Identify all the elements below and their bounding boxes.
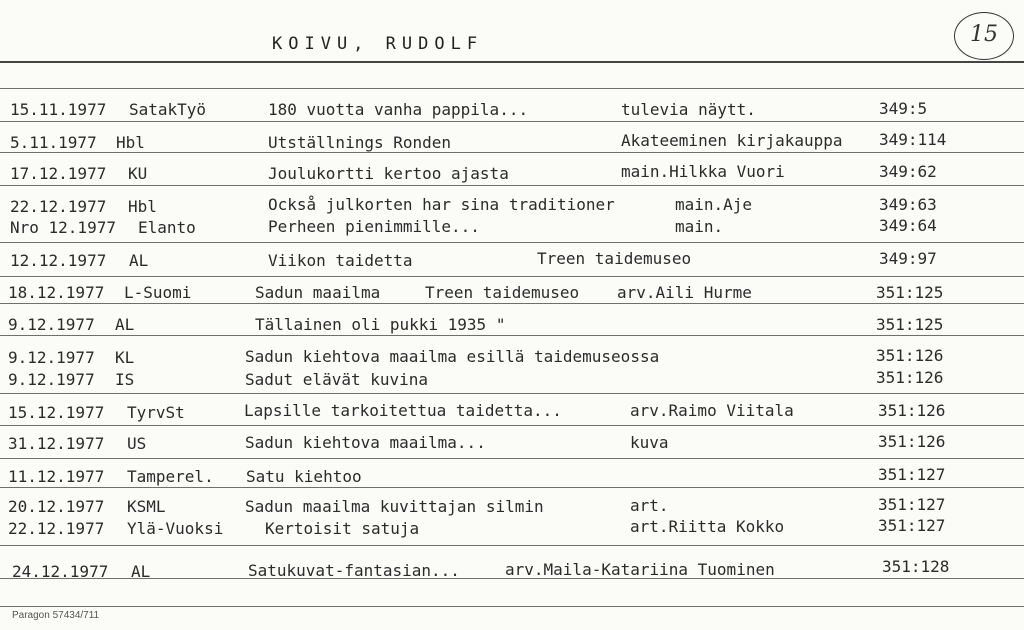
entry-note: main.Hilkka Vuori xyxy=(621,162,785,181)
entry-ref: 351:126 xyxy=(878,432,946,451)
entry-note: tulevia näytt. xyxy=(621,100,756,119)
rule-line xyxy=(0,335,1024,336)
entry-date: 5.11.1977 xyxy=(10,133,97,152)
entry-ref: 351:126 xyxy=(876,346,944,365)
entry-ref: 351:127 xyxy=(878,465,946,484)
entry-ref: 351:126 xyxy=(878,401,946,420)
entry-date: 18.12.1977 xyxy=(8,283,105,302)
entry-source: KSML xyxy=(127,497,166,516)
rule-line xyxy=(0,487,1024,488)
entry-note: arv.Raimo Viitala xyxy=(630,401,794,420)
entry-ref: 349:62 xyxy=(879,162,937,181)
entry-date: 24.12.1977 xyxy=(12,562,109,581)
entry-source: IS xyxy=(115,370,135,389)
rule-line xyxy=(0,185,1024,186)
entry-source: TyrvSt xyxy=(127,403,185,422)
entry-note: Treen taidemuseo xyxy=(425,283,580,302)
entry-title: 180 vuotta vanha pappila... xyxy=(268,100,529,119)
entry-date: 17.12.1977 xyxy=(10,164,107,183)
entry-title: Kertoisit satuja xyxy=(265,519,420,538)
rule-line xyxy=(0,276,1024,277)
entry-source: Hbl xyxy=(116,133,145,152)
card-number: 15 xyxy=(954,12,1014,60)
rule-line xyxy=(0,393,1024,394)
rule-line xyxy=(0,242,1024,243)
entry-ref: 349:97 xyxy=(879,249,937,268)
entry-source: Elanto xyxy=(138,218,196,237)
entry-note: Treen taidemuseo xyxy=(537,249,692,268)
entry-title: Satu kiehtoo xyxy=(246,467,362,486)
entry-note: main. xyxy=(675,217,724,236)
entry-ref: 349:5 xyxy=(879,99,928,118)
entry-source: Hbl xyxy=(128,197,157,216)
entry-title: Sadun kiehtova maailma esillä taidemuseossa xyxy=(245,347,660,366)
entry-title: Lapsille tarkoitettua taidetta... xyxy=(244,401,562,420)
rule-line xyxy=(0,121,1024,122)
entry-note: main.Aje xyxy=(675,195,753,214)
entry-note: art.Riitta Kokko xyxy=(630,517,785,536)
rule-line xyxy=(0,88,1024,89)
entry-title: Perheen pienimmille... xyxy=(268,217,480,236)
entry-ref: 349:114 xyxy=(879,130,947,149)
entry-date: 22.12.1977 xyxy=(10,197,107,216)
entry-title: Tällainen oli pukki 1935 " xyxy=(255,315,506,334)
entry-date: 20.12.1977 xyxy=(8,497,105,516)
entry-date: Nro 12.1977 xyxy=(10,218,116,237)
entry-title: Joulukortti kertoo ajasta xyxy=(268,164,509,183)
entry-ref: 351:125 xyxy=(876,283,944,302)
entry-ref: 351:128 xyxy=(882,557,950,576)
entry-title: Sadun maailma kuvittajan silmin xyxy=(245,497,544,516)
entry-ref: 349:64 xyxy=(879,216,937,235)
entry-date: 9.12.1977 xyxy=(8,348,95,367)
entry-source: KU xyxy=(128,164,148,183)
entry-ref: 349:63 xyxy=(879,195,937,214)
entry-title: Viikon taidetta xyxy=(268,251,413,270)
entry-title: Också julkorten har sina traditioner xyxy=(268,195,615,214)
entry-source: AL xyxy=(129,251,149,270)
entry-ref: 351:127 xyxy=(878,516,946,535)
entry-date: 9.12.1977 xyxy=(8,370,95,389)
rule-line xyxy=(0,425,1024,426)
entry-note-2: arv.Aili Hurme xyxy=(617,283,752,302)
rule-line xyxy=(0,458,1024,459)
entry-source: AL xyxy=(115,315,135,334)
entry-date: 9.12.1977 xyxy=(8,315,95,334)
card-title: KOIVU, RUDOLF xyxy=(272,34,484,54)
rule-line xyxy=(0,61,1024,63)
entry-title: Sadut elävät kuvina xyxy=(245,370,429,389)
entry-source: L-Suomi xyxy=(124,283,192,302)
entry-title: Sadun maailma xyxy=(255,283,381,302)
printer-footer: Paragon 57434/711 xyxy=(12,610,100,621)
entry-source: KL xyxy=(115,348,135,367)
entry-ref: 351:125 xyxy=(876,315,944,334)
entry-date: 11.12.1977 xyxy=(8,467,105,486)
entry-date: 15.12.1977 xyxy=(8,403,105,422)
entry-date: 12.12.1977 xyxy=(10,251,107,270)
entry-note: art. xyxy=(630,496,669,515)
entry-date: 31.12.1977 xyxy=(8,434,105,453)
entry-source: US xyxy=(127,434,147,453)
entry-source: Ylä-Vuoksi xyxy=(127,519,224,538)
entry-date: 22.12.1977 xyxy=(8,519,105,538)
rule-line xyxy=(0,152,1024,153)
entry-note: kuva xyxy=(630,433,669,452)
entry-title: Utställnings Ronden xyxy=(268,133,452,152)
entry-ref: 351:126 xyxy=(876,368,944,387)
entry-note: Akateeminen kirjakauppa xyxy=(621,131,843,150)
entry-title: Sadun kiehtova maailma... xyxy=(245,433,486,452)
rule-line xyxy=(0,545,1024,546)
entry-ref: 351:127 xyxy=(878,495,946,514)
entry-source: Tamperel. xyxy=(127,467,214,486)
rule-line xyxy=(0,303,1024,304)
entry-source: SatakTyö xyxy=(129,100,207,119)
entry-title: Satukuvat-fantasian... xyxy=(248,561,460,580)
entry-note: arv.Maila-Katariina Tuominen xyxy=(505,560,775,579)
rule-line xyxy=(0,606,1024,607)
entry-date: 15.11.1977 xyxy=(10,100,107,119)
entry-source: AL xyxy=(131,562,151,581)
